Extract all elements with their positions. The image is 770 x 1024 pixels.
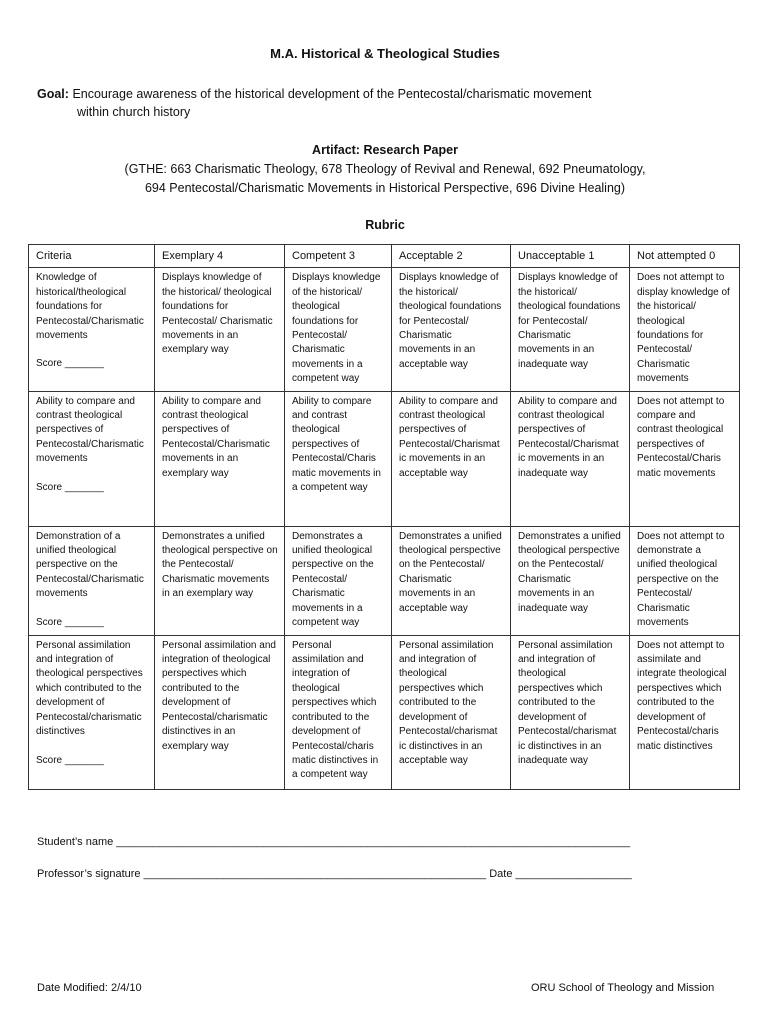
rubric-cell: Does not attempt to display knowledge of the historical/ theological foundations for Pentecostal/ Charismatic movements: [630, 268, 740, 391]
criteria-cell: [29, 635, 155, 789]
goal-text-line2: within church history: [77, 105, 191, 119]
criteria-text: Personal assimilation and integration of theological perspectives which contributed to the development of Pentecostal/charismatic distinctives: [36, 639, 143, 738]
rubric-heading: Rubric: [365, 218, 405, 232]
rubric-cell: Personal assimilation and integration of theological perspectives which contributed to the development of Pentecostal/charismat ic distinctives in an acceptable way: [392, 635, 511, 789]
page-title: M.A. Historical & Theological Studies: [270, 46, 500, 61]
organization-name: ORU School of Theology and Mission: [531, 982, 715, 994]
rubric-cell: Does not attempt to compare and contrast theological perspectives of Pentecostal/Charis matic movements: [630, 391, 740, 526]
rubric-cell: Personal assimilation and integration of theological perspectives which contributed to the development of Pentecostal/charis matic distinctives in a competent way: [285, 635, 392, 789]
artifact-section: [0, 141, 770, 198]
goal-label: Goal:: [37, 87, 69, 101]
rubric-cell: Personal assimilation and integration of theological perspectives which contributed to the development of Pentecostal/charismat ic distinctives in an inadequate way: [511, 635, 630, 789]
goal-statement: [37, 85, 697, 121]
score-blank: Score _______: [36, 481, 104, 493]
criteria-text: Ability to compare and contrast theological perspectives of Pentecostal/Charismatic movements: [36, 395, 144, 465]
rubric-header-row: [29, 245, 740, 268]
criteria-text: Knowledge of historical/theological foundations for Pentecostal/Charismatic movements: [36, 272, 144, 342]
criteria-cell: [29, 526, 155, 635]
rubric-cell: Displays knowledge of the historical/ theological foundations for Pentecostal/ Charismatic movements in an acceptable way: [392, 268, 511, 391]
rubric-cell: Ability to compare and contrast theological perspectives of Pentecostal/Charismat ic movements in an acceptable way: [392, 391, 511, 526]
table-row: [29, 526, 740, 635]
criteria-cell: [29, 391, 155, 526]
goal-text-line1: Encourage awareness of the historical development of the Pentecostal/charismatic movement: [72, 87, 592, 101]
header-exemplary: Exemplary 4: [155, 245, 285, 268]
header-competent: Competent 3: [285, 245, 392, 268]
artifact-title: Artifact: Research Paper: [312, 143, 458, 157]
score-blank: Score _______: [36, 754, 104, 766]
rubric-table: [28, 244, 740, 790]
rubric-cell: Displays knowledge of the historical/ theological foundations for Pentecostal/ Charismatic movements in an exemplary way: [155, 268, 285, 391]
criteria-text: Demonstration of a unified theological perspective on the Pentecostal/Charismatic movements: [36, 530, 144, 600]
score-blank: Score _______: [36, 358, 104, 370]
header-not-attempted: Not attempted 0: [630, 245, 740, 268]
header-criteria: Criteria: [29, 245, 155, 268]
rubric-cell: Ability to compare and contrast theological perspectives of Pentecostal/Charismatic movements in an exemplary way: [155, 391, 285, 526]
rubric-cell: Demonstrates a unified theological perspective on the Pentecostal/ Charismatic movements in an inadequate way: [511, 526, 630, 635]
header-acceptable: Acceptable 2: [392, 245, 511, 268]
rubric-cell: Does not attempt to demonstrate a unified theological perspective on the Pentecostal/ Charismatic movements: [630, 526, 740, 635]
header-unacceptable: Unacceptable 1: [511, 245, 630, 268]
criteria-cell: [29, 268, 155, 391]
date-modified: Date Modified: 2/4/10: [37, 982, 142, 994]
table-row: [29, 268, 740, 391]
score-blank: Score _______: [36, 616, 104, 628]
student-name-line: Student’s name ____________________________________________________________________________________: [37, 836, 631, 848]
rubric-cell: Displays knowledge of the historical/ theological foundations for Pentecostal/ Charismatic movements in a competent way: [285, 268, 392, 391]
table-row: [29, 391, 740, 526]
rubric-cell: Demonstrates a unified theological perspective on the Pentecostal/ Charismatic movements in an acceptable way: [392, 526, 511, 635]
rubric-cell: Personal assimilation and integration of theological perspectives which contributed to the development of Pentecostal/charismatic distinctives in an exemplary way: [155, 635, 285, 789]
rubric-cell: Demonstrates a unified theological perspective on the Pentecostal/ Charismatic movements in an exemplary way: [155, 526, 285, 635]
rubric-cell: Demonstrates a unified theological perspective on the Pentecostal/ Charismatic movements in a competent way: [285, 526, 392, 635]
course-list-line1: (GTHE: 663 Charismatic Theology, 678 Theology of Revival and Renewal, 692 Pneumatology,: [124, 162, 646, 176]
rubric-cell: Ability to compare and contrast theological perspectives of Pentecostal/Charismat ic movements in an inadequate way: [511, 391, 630, 526]
rubric-cell: Does not attempt to assimilate and integrate theological perspectives which contributed to the development of Pentecostal/charis matic distinctives: [630, 635, 740, 789]
professor-signature-line: Professor’s signature ________________________________________________________ Date ___________________: [37, 868, 632, 880]
course-list-line2: 694 Pentecostal/Charismatic Movements in Historical Perspective, 696 Divine Healing): [144, 181, 626, 195]
table-row: [29, 635, 740, 789]
rubric-cell: Ability to compare and contrast theological perspectives of Pentecostal/Charis matic movements in a competent way: [285, 391, 392, 526]
rubric-cell: Displays knowledge of the historical/ theological foundations for Pentecostal/ Charismatic movements in an inadequate way: [511, 268, 630, 391]
